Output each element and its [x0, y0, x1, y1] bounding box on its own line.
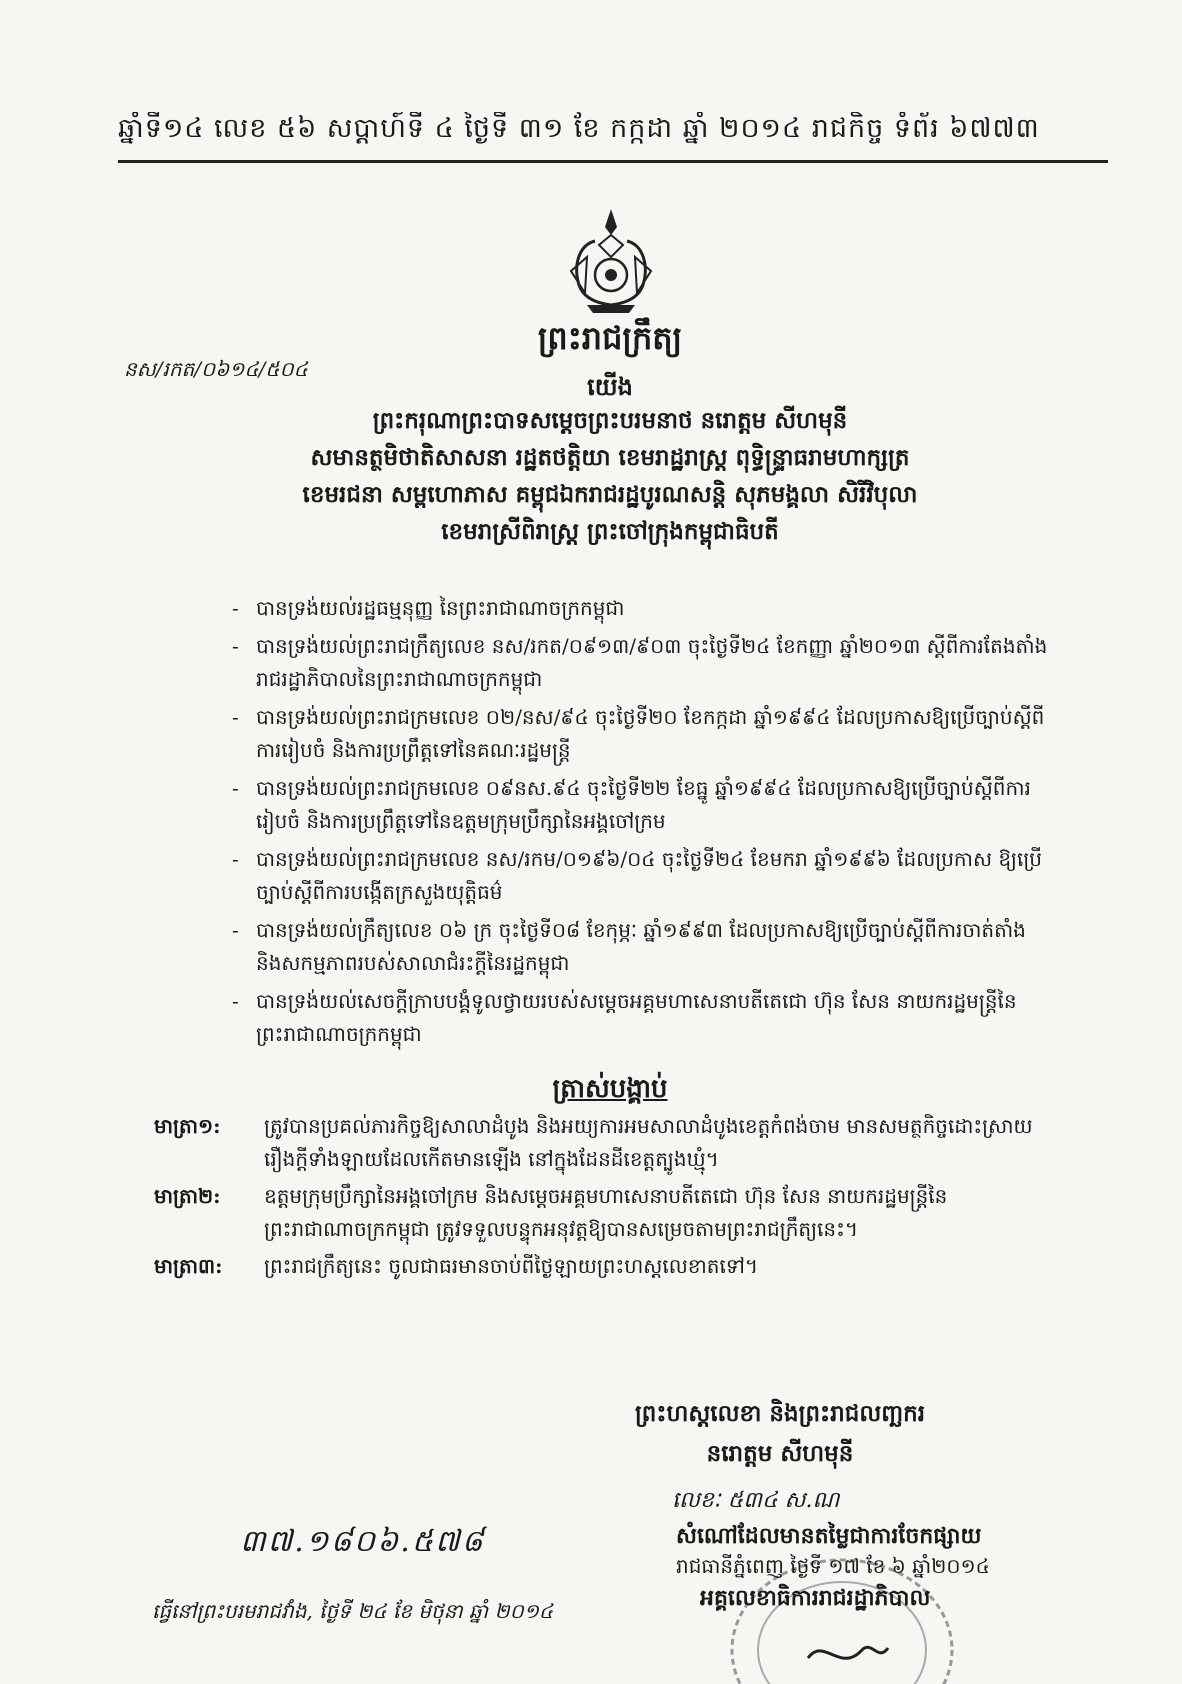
considerations-list	[232, 592, 1052, 1056]
copy-registration-number: លេខៈ ៥៣៤ ស.ណ	[672, 1488, 840, 1513]
article-label: មាត្រា១:	[154, 1114, 221, 1138]
king-title-line: ព្រះករុណាព្រះបាទសម្តេចព្រះបរមនាថ នរោត្តម សីហមុនី	[372, 407, 848, 434]
gazette-header: ឆ្នាំទី១៤ លេខ ៥៦ សប្តាហ៍ទី ៤ ថ្ងៃទី ៣១ ខែ កក្កដា ឆ្នាំ ២០១៤ រាជកិច្ច ទំព័រ ៦៧៧៣	[118, 113, 1040, 144]
consideration-item: - បានទ្រង់យល់ព្រះរាជក្រឹត្យលេខ នស/រកត/០៩១៣/៩០៣ ចុះថ្ងៃទី២៤ ខែកញ្ញា ឆ្នាំ២០១៣ ស្តីពីការតែងតាំងរាជរដ្ឋាភិបាលនៃព្រះរាជាណាចក្រកម្ពុជា	[232, 634, 1048, 691]
consideration-item: - បានទ្រង់យល់ក្រឹត្យលេខ ០៦ ក្រ ចុះថ្ងៃទី០៨ ខែកុម្ភៈ ឆ្នាំ១៩៩៣ ដែលប្រកាសឱ្យប្រើច្បាប់ស្តីពីការចាត់តាំង និងសកម្មភាពរបស់សាលាជំរះក្តីនៃរដ្ឋកម្ពុជា	[232, 918, 1026, 975]
copy-certification-title: សំណៅដែលមានតម្លៃជាការចែកផ្សាយ	[676, 1523, 982, 1549]
article-item	[154, 1180, 1054, 1246]
article-label: មាត្រា៣:	[154, 1254, 223, 1278]
king-title-line: ខេមរជនា សម្ពហោភាស គម្ពុជឯករាជរដ្ឋបូរណសន្តិ សុភមង្គលា សិរីវិបុលា	[302, 481, 918, 508]
articles-list	[154, 1110, 1054, 1287]
article-text: ឧត្តមក្រុមប្រឹក្សានៃអង្គចៅក្រម និងសម្តេចអគ្គមហាសេនាបតីតេជោ ហ៊ុន សែន នាយករដ្ឋមន្ត្រីនៃព្រះរាជាណាចក្រកម្ពុជា ត្រូវទទួលបន្ទុកអនុវត្តឱ្យបានសម្រេចតាមព្រះរាជក្រឹត្យនេះ។	[264, 1184, 948, 1241]
consideration-item: - បានទ្រង់យល់រដ្ឋធម្មនុញ្ញ នៃព្រះរាជាណាចក្រកម្ពុជា	[232, 596, 625, 620]
signature-name: នរោត្តម សីហមុនី	[706, 1440, 854, 1467]
king-title-line: ខេមរាស្រីពិរាស្ត្រ ព្រះចៅក្រុងកម្ពុជាធិបតី	[441, 518, 779, 545]
decided-heading: ត្រាស់បង្គាប់	[552, 1074, 668, 1104]
decree-title: ព្រះរាជក្រឹត្យ	[537, 319, 683, 357]
article-item	[154, 1250, 1054, 1283]
article-text: ត្រូវបានប្រគល់ភារកិច្ចឱ្យសាលាដំបូង និងអយ្យការអមសាលាដំបូងខេត្តកំពង់ចាម មានសមត្ថកិច្ចដោះស្រាយរឿងក្តីទាំងឡាយដែលកើតមានឡើង នៅក្នុងដែនដីខេត្តត្បូងឃ្មុំ។	[264, 1114, 1033, 1171]
decree-reference-number: នស/រកត/០៦១៤/៥០៤	[124, 357, 308, 381]
consideration-item: - បានទ្រង់យល់ព្រះរាជក្រមលេខ នស/រកម/០១៩៦/០៤ ចុះថ្ងៃទី២៤ ខែមករា ឆ្នាំ១៩៩៦ ដែលប្រកាស ឱ្យប្រើច្បាប់ស្តីពីការបង្កើតក្រសួងយុត្តិធម៌	[232, 847, 1042, 904]
consideration-item: - បានទ្រង់យល់សេចក្តីក្រាបបង្គំទូលថ្វាយរបស់សម្តេចអគ្គមហាសេនាបតីតេជោ ហ៊ុន សែន នាយករដ្ឋមន្ត្រីនៃព្រះរាជាណាចក្រកម្ពុជា	[232, 989, 1017, 1046]
article-text: ព្រះរាជក្រឹត្យនេះ ចូលជាធរមានចាប់ពីថ្ងៃឡាយព្រះហស្តលេខាតទៅ។	[264, 1254, 759, 1278]
copy-certification-office: អគ្គលេខាធិការរាជរដ្ឋាភិបាល	[700, 1585, 931, 1611]
royal-emblem-icon	[565, 205, 657, 315]
signature-title: ព្រះហស្តលេខា និងព្រះរាជលញ្ឆករ	[634, 1400, 926, 1427]
king-title-block	[160, 402, 1060, 550]
header-rule	[118, 160, 1108, 163]
king-title-line: សមានត្ថមិថាតិសាសនា រដ្ឋតថត្តិយា ខេមរាដ្ឋរាស្ត្រ ពុទ្ធិន្ទ្រាធរាមហាក្សត្រ	[310, 444, 910, 471]
article-item	[154, 1110, 1054, 1176]
article-label: មាត្រា២:	[154, 1184, 221, 1208]
consideration-item: - បានទ្រង់យល់ព្រះរាជក្រមលេខ ០៩នស.៩៤ ចុះថ្ងៃទី២២ ខែធ្នូ ឆ្នាំ១៩៩៤ ដែលប្រកាសឱ្យប្រើច្បាប់ស្តីពីការរៀបចំ និងការប្រព្រឹត្តទៅនៃឧត្តមក្រុមប្រឹក្សានៃអង្គចៅក្រម	[232, 776, 1031, 833]
decree-we: យើង	[587, 372, 633, 401]
place-and-date: ធ្វើនៅព្រះបរមរាជវាំង, ថ្ងៃទី ២៤ ខែ មិថុនា ឆ្នាំ ២០១៤	[152, 1599, 554, 1623]
handwritten-note: ៣៧.១៨០៦.៥៧៨	[240, 1524, 485, 1559]
consideration-item: - បានទ្រង់យល់ព្រះរាជក្រមលេខ ០២/នស/៩៤ ចុះថ្ងៃទី២០ ខែកក្កដា ឆ្នាំ១៩៩៤ ដែលប្រកាសឱ្យប្រើច្បាប់ស្តីពីការរៀបចំ និងការប្រព្រឹត្តទៅនៃគណៈរដ្ឋមន្ត្រី	[232, 705, 1045, 762]
copy-certification-date: រាជធានីភ្នំពេញ ថ្ងៃទី ១៧ ខែ ៦ ឆ្នាំ២០១៤	[676, 1554, 990, 1578]
